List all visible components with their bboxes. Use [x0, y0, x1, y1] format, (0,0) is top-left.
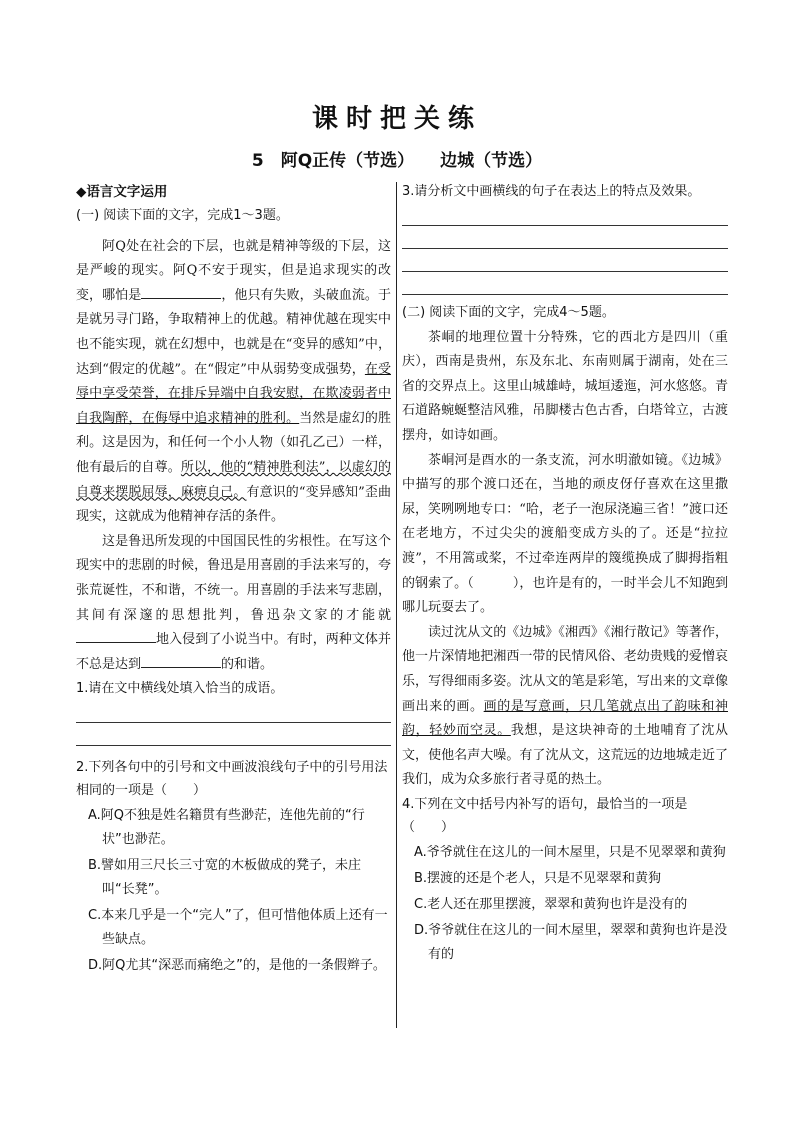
question-3: 3.请分析文中画横线的句子在表达上的特点及效果。 [402, 184, 701, 199]
right-column [402, 180, 728, 969]
answer-line[interactable] [402, 203, 728, 226]
wavy-sentence: 所以，他的“精神胜利法”，以虚幻的自尊来摆脱屈辱，麻痹自己。 [76, 459, 391, 500]
passage2-text-a: 读过沈从文的《边城》《湘西》《湘行散记》等著作，他一片深情地把湘西一带的民情风俗、老幼贵贱的爱憎哀乐，写得细雨多姿。沈从文的笔是彩笔，写出来的文章像画出来的画。 [402, 624, 728, 714]
option-c[interactable]: C.本来几乎是一个“完人”了，但可惜他体质上还有一些缺点。 [88, 908, 388, 948]
option-d[interactable]: D.阿Q尤其“深恶而痛绝之”的，是他的一条假辫子。 [88, 958, 386, 974]
column-divider [396, 182, 397, 1028]
answer-line[interactable] [402, 226, 728, 249]
passage1-text-g: 的和谐。 [221, 656, 274, 672]
passage2-paragraph3 [402, 621, 728, 793]
part1-intro: (一) 阅读下面的文字，完成1～3题。 [76, 208, 289, 223]
option-d[interactable]: D.爷爷就住在这儿的一间木屋里，翠翠和黄狗也许是没有的 [414, 922, 728, 962]
question-4-options [402, 841, 728, 967]
subtitle-right: 边城（节选） [440, 151, 543, 171]
underlined-sentence: 在受辱中享受荣誉，在排斥异端中自我安慰，在欺凌弱者中自我陶醉，在侮辱中追求精神的胜利。 [76, 361, 391, 426]
fill-blank-1[interactable] [141, 284, 221, 299]
underlined-sentence-2: 画的是写意画，只几笔就点出了韵味和神韵，轻妙而空灵。 [402, 698, 728, 739]
page-title: 课时把关练 [311, 104, 482, 134]
passage2-paragraph1: 茶峒的地理位置十分特殊，它的西北方是四川（重庆），西南是贵州，东及东北、东南则属于湖南，处在三省的交界点上。这里山城雄峙，城垣逶迤，河水悠悠。青石道路蜿蜒整洁风雅，吊脚楼古色古香，白塔耸立，古渡摆舟，如诗如画。 [402, 329, 728, 443]
question-1: 1.请在文中横线处填入恰当的成语。 [76, 681, 284, 697]
option-b[interactable]: B.譬如用三尺长三寸宽的木板做成的凳子，未庄叫“长凳”。 [88, 858, 362, 898]
answer-line[interactable] [402, 249, 728, 272]
passage1-text-b: ，他只有失败，头破血流。于是就另寻门路，争取精神上的优越。精神优越在现实中也不能实现，就在幻想中，也就是在“变异的感知”中，达到“假定的优越”。在“假定”中从弱势变成强势， [76, 287, 391, 377]
passage1-text-d: 有意识的“变异感知”歪曲现实，这就成为他精神存活的条件。 [76, 484, 391, 525]
option-a[interactable]: A.阿Q不独是姓名籍贯有些渺茫，连他先前的“行状”也渺茫。 [88, 808, 365, 848]
fill-blank-3[interactable] [141, 653, 221, 668]
passage1-paragraph2 [76, 530, 391, 678]
lesson-subtitle [0, 146, 794, 171]
question-4: 4.下列在文中括号内补写的语句，最恰当的一项是（ ） [402, 796, 688, 835]
section-heading: ◆语言文字运用 [76, 184, 168, 200]
part2-intro: (二) 阅读下面的文字，完成4～5题。 [402, 305, 615, 320]
passage2-paragraph2: 茶峒河是酉水的一条支流，河水明澈如镜。《边城》中描写的那个渡口还在，当地的顽皮伢仔喜欢在这里撒尿，笑咧咧地专口：“哈，老子一泡尿浇遍三省！”渡口还在老地方，不过尖尖的渡船变成方头的了。还是“拉拉渡”，不用篙或桨，不过牵连两岸的篾缆换成了脚拇指粗的钢索了。（ ），也许是有的，一时半会儿不知跑到哪儿玩耍去了。 [402, 452, 728, 616]
answer-line[interactable] [76, 700, 391, 723]
question-2: 2.下列各句中的引号和文中画波浪线句子中的引号用法相同的一项是（ ） [76, 760, 388, 799]
fill-blank-2[interactable] [76, 628, 156, 643]
option-a[interactable]: A.爷爷就住在这儿的一间木屋里，只是不见翠翠和黄狗 [414, 844, 726, 860]
passage2-text-b: 我想，是这块神奇的土地哺育了沈从文，使他名声大噪。有了沈从文，这荒远的边地城走近了我们，成为众多旅行者寻觅的热土。 [402, 723, 728, 788]
subtitle-left: 5 阿Q正传（节选） [251, 151, 415, 171]
passage1-text-f: 地入侵到了小说当中。有时，两种文体并不总是达到 [76, 632, 391, 672]
option-c[interactable]: C.老人还在那里摆渡，翠翠和黄狗也许是没有的 [414, 896, 688, 912]
left-column [76, 180, 391, 980]
option-b[interactable]: B.摆渡的还是个老人，只是不见翠翠和黄狗 [414, 870, 662, 886]
passage1-text-e: 这是鲁迅所发现的中国国民性的劣根性。在写这个现实中的悲剧的时候，鲁迅是用喜剧的手法来写的，夸张荒诞性，不和谐，不统一。用喜剧的手法来写悲剧，其间有深邃的思想批判，鲁迅杂文家的才能就 [76, 533, 391, 623]
question-2-options [76, 804, 391, 978]
answer-line[interactable] [76, 723, 391, 746]
passage1-text-a: 阿Q处在社会的下层，也就是精神等级的下层，这是严峻的现实。阿Q不安于现实，但是追求现实的改变，哪怕是 [76, 238, 391, 303]
passage1-text-c: 当然是虚幻的胜利。这是因为，和任何一个小人物（如孔乙己）一样，他有最后的自尊。 [76, 410, 391, 475]
passage1-paragraph1 [76, 235, 391, 530]
answer-line[interactable] [402, 272, 728, 295]
